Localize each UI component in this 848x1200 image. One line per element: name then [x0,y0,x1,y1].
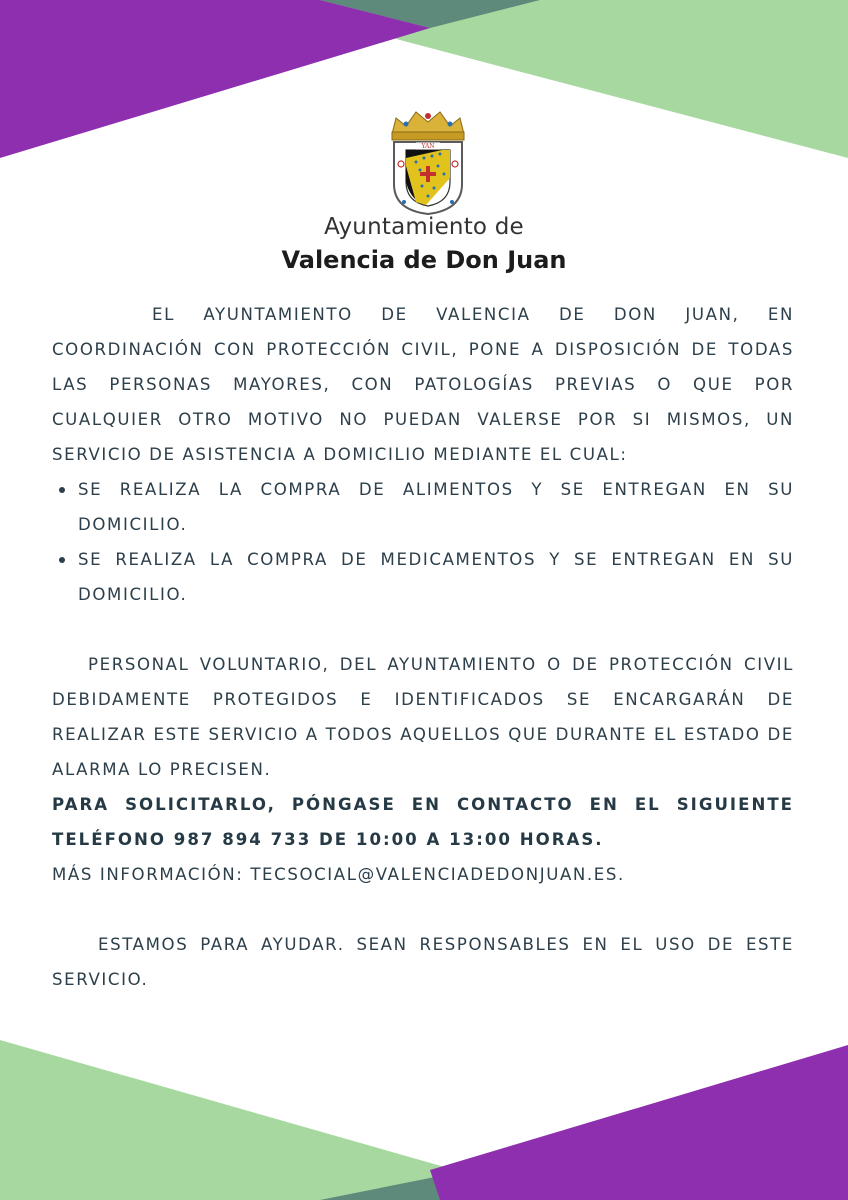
org-name-line1: Ayuntamiento de [324,214,524,240]
more-info-line[interactable]: MÁS INFORMACIÓN: TECSOCIAL@VALENCIADEDONJUAN.ES. [52,865,625,884]
intro-paragraph: EL AYUNTAMIENTO DE VALENCIA DE DON JUAN, EN COORDINACIÓN CON PROTECCIÓN CIVIL, PONE A DISPOSICIÓN DE TODAS LAS PERSONAS MAYORES, CON PATOLOGÍAS PREVIAS O QUE POR CUALQUIER OTRO MOTIVO NO PUEDAN VALERSE POR SI MISMOS, UN SERVICIO DE ASISTENCIA A DOMICILIO MEDIANTE EL CUAL: [52,305,794,464]
contact-paragraph: PARA SOLICITARLO, PÓNGASE EN CONTACTO EN EL SIGUIENTE TELÉFONO 987 894 733 DE 10:00 A 13:00 HORAS. [52,795,794,849]
list-item: SE REALIZA LA COMPRA DE MEDICAMENTOS Y SE ENTREGAN EN SU DOMICILIO. [78,542,794,612]
list-item: SE REALIZA LA COMPRA DE ALIMENTOS Y SE ENTREGAN EN SU DOMICILIO. [78,472,794,542]
volunteers-paragraph: PERSONAL VOLUNTARIO, DEL AYUNTAMIENTO O DE PROTECCIÓN CIVIL DEBIDAMENTE PROTEGIDOS E IDENTIFICADOS SE ENCARGARÁN DE REALIZAR ESTE SERVICIO A TODOS AQUELLOS QUE DURANTE EL ESTADO DE ALARMA LO PRECISEN. [52,655,794,779]
crest-banner-text: YAN [421,143,435,150]
closing-paragraph: ESTAMOS PARA AYUDAR. SEAN RESPONSABLES EN EL USO DE ESTE SERVICIO. [52,935,794,989]
spacer [52,892,794,927]
service-list [52,472,794,612]
bottom-purple-band [430,1045,848,1200]
notice-body [52,297,794,997]
coat-of-arms-icon [386,106,470,216]
org-name-line2: Valencia de Don Juan [281,246,567,274]
top-purple-band [0,0,430,158]
spacer [52,612,794,647]
